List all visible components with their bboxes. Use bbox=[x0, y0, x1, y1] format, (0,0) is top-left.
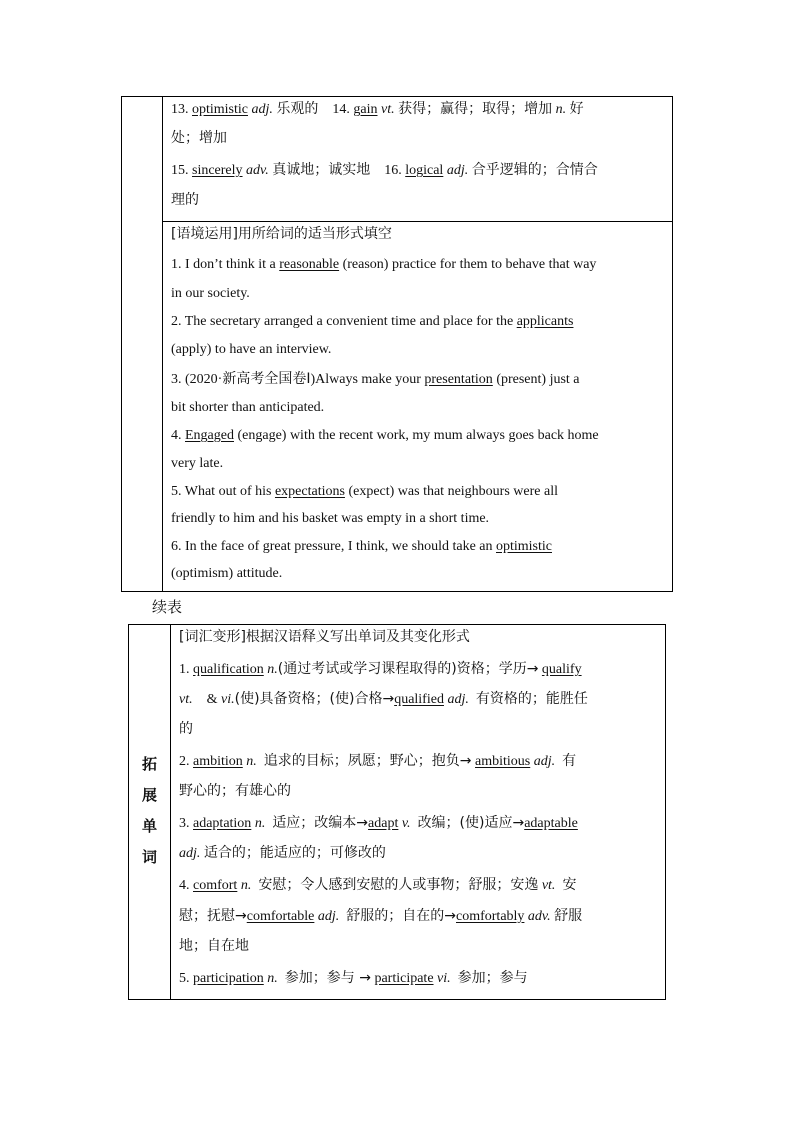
entry-3 bbox=[179, 814, 578, 833]
sentence-source: 新高考全国卷Ⅰ bbox=[222, 371, 311, 387]
entry-1-cont bbox=[179, 690, 588, 709]
entry-meaning: 安慰；令人感到安慰的人或事物；舒服；安逸 bbox=[258, 877, 539, 893]
sentence-4-cont: very late. bbox=[171, 456, 224, 471]
entry-3-cont bbox=[179, 844, 386, 863]
word-meaning: 合乎逻辑的；合情合 bbox=[471, 162, 598, 178]
table2-side-cell bbox=[129, 625, 171, 999]
word-meaning: 获得；赢得；取得；增加 bbox=[398, 101, 553, 117]
entry-pos: adj. bbox=[179, 846, 201, 861]
word-number: 16. bbox=[384, 163, 402, 178]
sentence-text: 3. (2020· bbox=[171, 372, 223, 387]
entry-number: 4. bbox=[179, 878, 190, 893]
side-char: 词 bbox=[141, 848, 157, 866]
answer-blank: adapt bbox=[368, 816, 399, 831]
word-logical: logical bbox=[405, 163, 444, 178]
sentence-6 bbox=[171, 538, 552, 556]
sentence-text: 1. I don’t think it a bbox=[171, 257, 280, 272]
transform-heading: [词汇变形]根据汉语释义写出单词及其变化形式 bbox=[179, 629, 470, 645]
vocab-table-2 bbox=[128, 624, 666, 1000]
word-line-14-cont bbox=[171, 129, 227, 147]
entry-pos: vi. bbox=[437, 971, 451, 986]
sentence-text: 5. What out of his bbox=[171, 484, 275, 499]
entry-word: participation bbox=[193, 971, 264, 986]
word-line-13-14 bbox=[171, 100, 584, 119]
word-meaning: 处；增加 bbox=[171, 130, 227, 146]
table1-words-cell bbox=[163, 97, 672, 222]
sentence-4 bbox=[171, 427, 599, 445]
answer-blank: qualify bbox=[541, 662, 582, 677]
entry-meaning: (使)具备资格；(使)合格→ bbox=[234, 691, 395, 707]
entry-2-cont: 野心的；有雄心的 bbox=[179, 783, 291, 799]
entry-meaning: 舒服的；自在的→ bbox=[346, 908, 456, 924]
entry-meaning: 改编；(使)适应→ bbox=[417, 815, 525, 831]
sentence-text: 6. In the face of great pressure, I think, we should take an bbox=[171, 539, 496, 554]
entry-word: comfort bbox=[193, 878, 238, 893]
entry-pos: n. bbox=[254, 816, 266, 831]
entry-number: 5. bbox=[179, 971, 190, 986]
entry-pos: n. bbox=[267, 662, 278, 677]
entry-2 bbox=[179, 752, 576, 771]
answer-blank: reasonable bbox=[279, 257, 340, 272]
entry-4-cont2: 地；自在地 bbox=[179, 938, 249, 954]
answer-blank: comfortably bbox=[456, 909, 525, 924]
entry-pos: n. bbox=[246, 754, 257, 769]
word-sincerely: sincerely bbox=[192, 163, 243, 178]
sentence-3 bbox=[171, 370, 580, 389]
entry-number: 2. bbox=[179, 754, 190, 769]
word-line-15-16 bbox=[171, 161, 598, 180]
entry-number: 1. bbox=[179, 662, 190, 677]
answer-blank: optimistic bbox=[496, 539, 552, 554]
word-number: 13. bbox=[171, 102, 189, 117]
sentence-6-cont: (optimism) attitude. bbox=[171, 566, 283, 581]
sentence-text: (reason) practice for them to behave that way bbox=[339, 257, 597, 272]
sentence-2 bbox=[171, 313, 573, 331]
answer-blank: ambitious bbox=[475, 754, 531, 769]
sentence-3-cont: bit shorter than anticipated. bbox=[171, 400, 325, 415]
entry-1 bbox=[179, 660, 582, 679]
table1-left-column bbox=[122, 97, 163, 591]
entry-meaning: 参加；参与 bbox=[457, 970, 528, 986]
entry-meaning: 有资格的；能胜任 bbox=[475, 691, 588, 707]
side-label bbox=[129, 749, 170, 873]
answer-blank: presentation bbox=[424, 372, 493, 387]
word-pos: adj. bbox=[251, 102, 273, 117]
entry-meaning: 安 bbox=[562, 877, 577, 893]
side-char: 单 bbox=[141, 817, 157, 835]
entry-pos: vt. bbox=[541, 878, 556, 893]
entry-pos: adj. bbox=[447, 692, 469, 707]
entry-pos: n. bbox=[267, 971, 278, 986]
entry-word: qualification bbox=[193, 662, 264, 677]
entry-pos: vt. bbox=[179, 692, 193, 707]
word-gain: gain bbox=[353, 102, 378, 117]
sentence-1 bbox=[171, 256, 596, 274]
entry-number: 3. bbox=[179, 816, 190, 831]
sentence-1-cont: in our society. bbox=[171, 286, 250, 301]
entry-word: adaptation bbox=[193, 816, 252, 831]
word-meaning: 乐观的 bbox=[276, 101, 319, 117]
table1-exercise-cell bbox=[163, 222, 672, 591]
word-number: 14. bbox=[332, 102, 350, 117]
word-meaning: 真诚地；诚实地 bbox=[272, 162, 371, 178]
exercise-heading: [语境运用]用所给词的适当形式填空 bbox=[171, 226, 392, 242]
answer-blank: adaptable bbox=[524, 816, 578, 831]
entry-pos: adj. bbox=[317, 909, 340, 924]
entry-meaning: 有 bbox=[562, 753, 577, 769]
vocab-table-1 bbox=[121, 96, 673, 592]
side-char: 拓 bbox=[141, 755, 157, 773]
sentence-text: (present) just a bbox=[492, 372, 580, 387]
entry-pos: v. bbox=[401, 816, 411, 831]
entry-4 bbox=[179, 876, 576, 895]
entry-word: ambition bbox=[193, 754, 243, 769]
answer-blank: qualified bbox=[394, 692, 444, 707]
word-pos: vt. bbox=[381, 102, 395, 117]
entry-pos: n. bbox=[240, 878, 252, 893]
entry-5 bbox=[179, 969, 528, 988]
answer-blank: participate bbox=[374, 971, 434, 986]
table2-content-cell bbox=[171, 625, 665, 999]
sentence-text: (expect) was that neighbours were all bbox=[344, 484, 558, 499]
entry-meaning: (通过考试或学习课程取得的)资格；学历→ bbox=[277, 661, 539, 677]
entry-meaning: 参加；参与 → bbox=[284, 970, 371, 986]
word-number: 15. bbox=[171, 163, 189, 178]
entry-meaning: 舒服 bbox=[554, 908, 583, 924]
word-meaning: 好 bbox=[569, 101, 584, 117]
word-line-16-cont bbox=[171, 191, 199, 209]
word-meaning: 理的 bbox=[171, 192, 199, 208]
entry-pos: vi. bbox=[221, 692, 235, 707]
answer-blank: Engaged bbox=[185, 428, 234, 443]
sentence-text: 2. The secretary arranged a convenient time and place for the bbox=[171, 314, 517, 329]
entry-pos: adv. bbox=[527, 909, 551, 924]
word-pos: adj. bbox=[446, 163, 469, 178]
sentence-5-cont: friendly to him and his basket was empty in a short time. bbox=[171, 511, 490, 526]
answer-blank: comfortable bbox=[246, 909, 315, 924]
word-pos: n. bbox=[555, 102, 567, 117]
answer-blank: applicants bbox=[516, 314, 574, 329]
answer-blank: expectations bbox=[274, 484, 345, 499]
entry-pos: adj. bbox=[533, 754, 556, 769]
entry-meaning: 慰；抚慰→ bbox=[179, 908, 247, 924]
sentence-text: )Always make your bbox=[310, 372, 425, 387]
continued-label: 续表 bbox=[152, 598, 183, 616]
entry-4-cont bbox=[179, 907, 582, 926]
word-optimistic: optimistic bbox=[192, 102, 248, 117]
side-char: 展 bbox=[141, 786, 157, 804]
entry-amp: & bbox=[206, 692, 218, 707]
entry-meaning: 适应；改编本→ bbox=[272, 815, 369, 831]
sentence-5 bbox=[171, 483, 558, 501]
word-pos: adv. bbox=[246, 163, 269, 178]
entry-meaning: 追求的目标；夙愿；野心；抱负→ bbox=[263, 753, 472, 769]
sentence-text: (engage) with the recent work, my mum always goes back home bbox=[233, 428, 599, 443]
sentence-2-cont: (apply) to have an interview. bbox=[171, 342, 332, 357]
sentence-text: 4. bbox=[171, 428, 185, 443]
entry-meaning: 适合的；能适应的；可修改的 bbox=[203, 845, 386, 861]
entry-1-cont2: 的 bbox=[179, 721, 193, 737]
